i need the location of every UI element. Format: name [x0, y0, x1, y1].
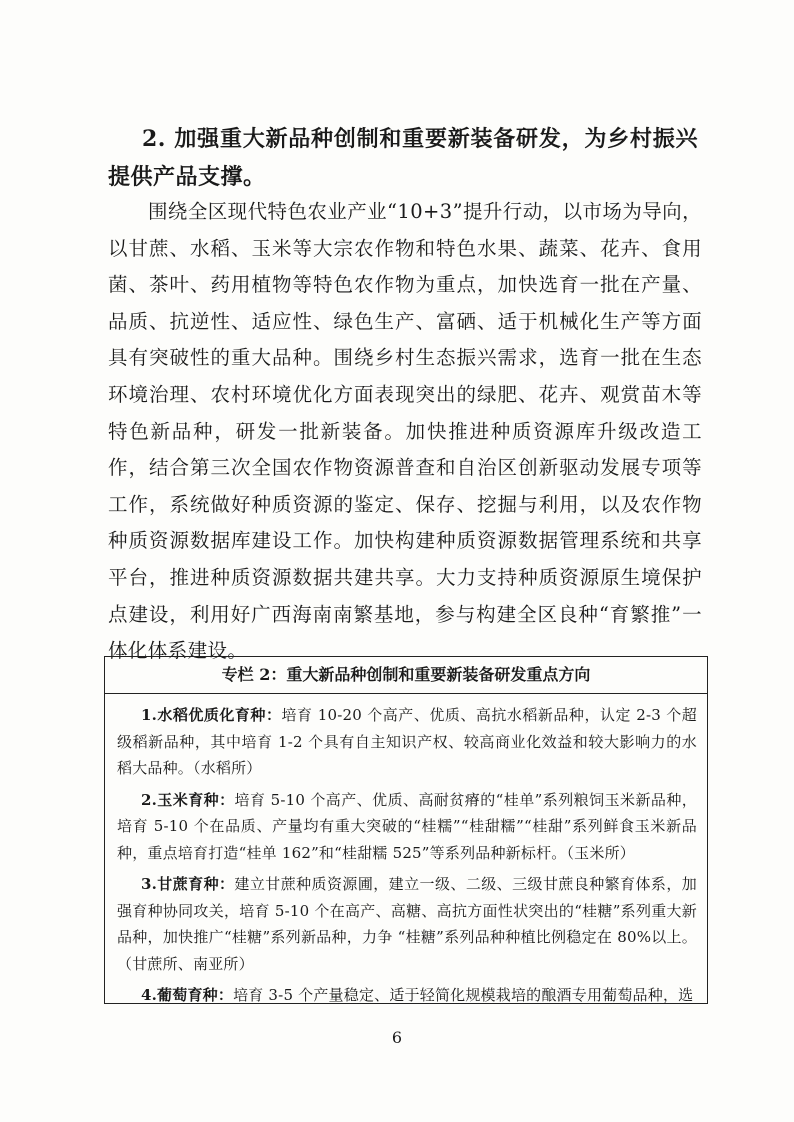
item-text: 建立甘蔗种质资源圃，建立一级、二级、三级甘蔗良种繁育体系，加强育种协同攻关，培育 5-10 个在高产、高糖、高抗方面性状突出的“桂糖”系列重大新品种，加快推广“桂糖”系列新品种，力争 “桂糖”系列品种种植比例稳定在 80%以上。（甘蔗所、南亚所）	[117, 875, 697, 973]
list-item	[117, 787, 697, 867]
item-label: 3.甘蔗育种：	[141, 875, 235, 893]
list-item	[117, 982, 697, 1004]
item-text: 培育 10-20 个高产、优质、高抗水稻新品种，认定 2-3 个超级稻新品种，其中培育 1-2 个具有自主知识产权、较高商业化效益和较大影响力的水稻大品种。（水稻所）	[117, 706, 697, 777]
column-box-body	[105, 694, 707, 1004]
item-text: 培育 5-10 个高产、优质、高耐贫瘠的“桂单”系列粮饲玉米新品种，培育 5-10 个在品质、产量均有重大突破的“桂糯”“桂甜糯”“桂甜”系列鲜食玉米新品种，重点培育打造“桂单 162”和“桂甜糯 525”等系列品种新标杆。（玉米所）	[117, 790, 698, 862]
item-label: 1.水稻优质化育种：	[141, 706, 282, 724]
list-item	[117, 871, 697, 977]
column-box	[104, 656, 708, 1004]
list-item	[117, 702, 697, 782]
item-text: 培育 3-5 个产量稳定、适于轻简化规模栽培的酿酒专用葡萄品种，选	[233, 986, 694, 1004]
section-heading: 2. 加强重大新品种创制和重要新装备研发，为乡村振兴提供产品支撑。	[108, 126, 698, 190]
section-paragraph: 围绕全区现代特色农业产业“10+3”提升行动，以市场为导向，以甘蔗、水稻、玉米等大宗农作物和特色水果、蔬菜、花卉、食用菌、茶叶、药用植物等特色农作物为重点，加快选育一批在产量、品质、抗逆性、适应性、绿色生产、富硒、适于机械化生产等方面具有突破性的重大品种。围绕乡村生态振兴需求，选育一批在生态环境治理、农村环境优化方面表现突出的绿肥、花卉、观赏苗木等特色新品种，研发一批新装备。加快推进种质资源库升级改造工作，结合第三次全国农作物资源普查和自治区创新驱动发展专项等工作，系统做好种质资源的鉴定、保存、挖掘与利用，以及农作物种质资源数据库建设工作。加快构建种质资源数据管理系统和共享平台，推进种质资源数据共建共享。大力支持种质资源原生境保护点建设，利用好广西海南南繁基地，参与构建全区良种“育繁推”一体化体系建设。	[108, 200, 702, 663]
page-number: 6	[391, 1028, 403, 1047]
item-label: 4.葡萄育种：	[141, 986, 234, 1004]
item-label: 2.玉米育种：	[141, 790, 235, 809]
column-box-title: 专栏 2：重大新品种创制和重要新装备研发重点方向	[105, 657, 707, 694]
